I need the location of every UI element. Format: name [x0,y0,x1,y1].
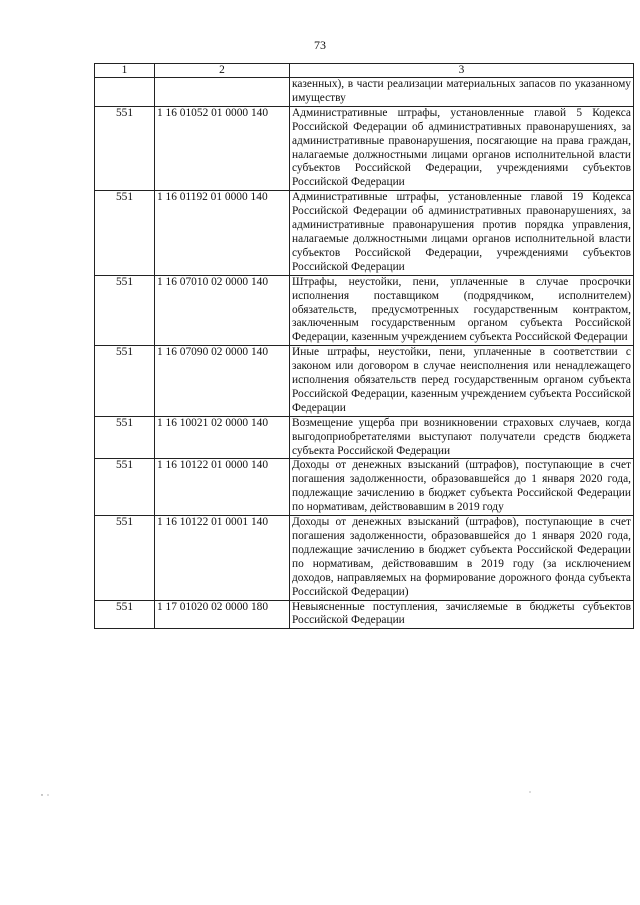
admin-code-cell: 551 [95,416,155,459]
admin-code-cell: 551 [95,191,155,275]
header-col-2: 2 [155,64,290,78]
scan-speck [47,794,48,795]
scan-speck [41,794,42,795]
budget-code-cell: 1 16 10122 01 0000 140 [155,459,290,516]
admin-code-cell: 551 [95,106,155,190]
continuation-name-cell: казенных), в части реализации материальных запасов по указанному имуществу [290,78,634,107]
budget-code-cell: 1 16 10021 02 0000 140 [155,416,290,459]
header-col-3: 3 [290,64,634,78]
budget-code-cell: 1 16 07010 02 0000 140 [155,275,290,346]
revenue-name-cell: Доходы от денежных взысканий (штрафов), поступающие в счет погашения задолженности, образовавшейся до 1 января 2020 года, подлежащие зачислению в бюджет субъекта Российской Федерации по нормативам, действовавшим в 2019 году (за исключением доходов, направляемых на формирование дорожного фонда субъекта Российской Федерации) [290,516,634,600]
budget-code-cell: 1 16 10122 01 0001 140 [155,516,290,600]
scan-speck [529,791,530,792]
budget-code-cell: 1 16 07090 02 0000 140 [155,346,290,417]
budget-code-cell: 1 17 01020 02 0000 180 [155,600,290,629]
revenue-name-cell: Административные штрафы, установленные главой 5 Кодекса Российской Федерации об административных правонарушениях, за административные правонарушения, посягающие на права граждан, налагаемые должностными лицами органов исполнительной власти субъектов Российской Федерации, учреждениями субъектов Российской Федерации [290,106,634,190]
page-number: 73 [314,38,326,52]
budget-code-cell: 1 16 01192 01 0000 140 [155,191,290,275]
revenue-name-cell: Доходы от денежных взысканий (штрафов), поступающие в счет погашения задолженности, образовавшейся до 1 января 2020 года, подлежащие зачислению в бюджет субъекта Российской Федерации по нормативам, действовавшим в 2019 году [290,459,634,516]
admin-code-cell: 551 [95,459,155,516]
admin-code-cell: 551 [95,346,155,417]
revenue-name-cell: Невыясненные поступления, зачисляемые в бюджеты субъектов Российской Федерации [290,600,634,629]
revenue-name-cell: Административные штрафы, установленные главой 19 Кодекса Российской Федерации об административных правонарушениях, за административные правонарушения против порядка управления, налагаемые должностными лицами органов исполнительной власти субъектов Российской Федерации, учреждениями субъектов Российской Федерации [290,191,634,275]
admin-code-cell: 551 [95,600,155,629]
admin-code-cell: 551 [95,516,155,600]
header-col-1: 1 [95,64,155,78]
budget-code-cell: 1 16 01052 01 0000 140 [155,106,290,190]
revenue-name-cell: Иные штрафы, неустойки, пени, уплаченные в соответствии с законом или договором в случае неисполнения или ненадлежащего исполнения обязательств перед государственным органом субъекта Российской Федерации, казенным учреждением субъекта Российской Федерации [290,346,634,417]
revenue-name-cell: Возмещение ущерба при возникновении страховых случаев, когда выгодоприобретателями выступают получатели средств бюджета субъекта Российской Федерации [290,416,634,459]
admin-code-cell: 551 [95,275,155,346]
revenue-name-cell: Штрафы, неустойки, пени, уплаченные в случае просрочки исполнения поставщиком (подрядчиком, исполнителем) обязательств, предусмотренных государственным контрактом, заключенным государственным органом субъекта Российской Федерации, казенным учреждением субъекта Российской Федерации [290,275,634,346]
